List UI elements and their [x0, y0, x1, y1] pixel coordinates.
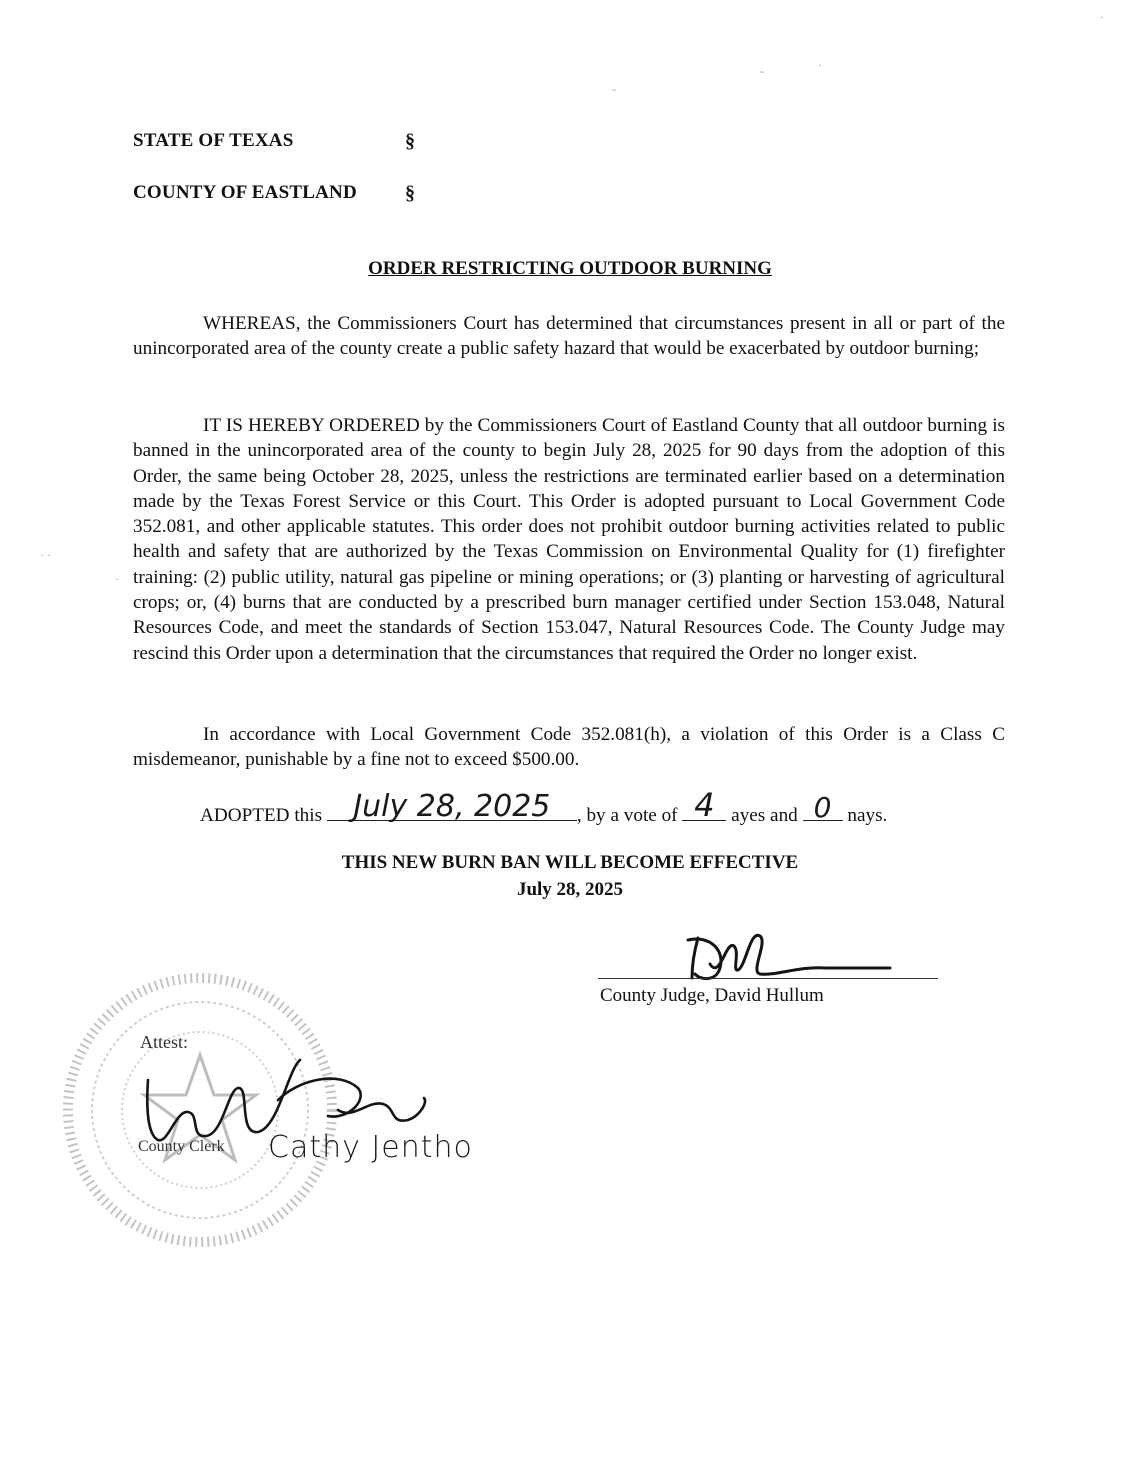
- clerk-handwritten-name: Cathy Jentho: [268, 1130, 473, 1165]
- nays-blank: [803, 791, 843, 824]
- section-symbol: §: [405, 130, 415, 152]
- county-caption: COUNTY OF EASTLAND: [133, 182, 357, 203]
- nays-label: nays.: [847, 805, 888, 826]
- effective-date: July 28, 2025: [516, 879, 624, 900]
- attest-label: Attest:: [140, 1032, 188, 1052]
- section-symbol: §: [405, 182, 415, 204]
- clerk-label: County Clerk: [138, 1138, 225, 1155]
- scan-speck: ·: [115, 572, 119, 586]
- vote-text: , by a vote of: [576, 805, 678, 826]
- judge-label: County Judge, David Hullum: [600, 985, 824, 1006]
- adoption-date-blank: [327, 789, 577, 824]
- scan-speck: ·: [1100, 10, 1104, 24]
- effective-notice: THIS NEW BURN BAN WILL BECOME EFFECTIVE: [341, 852, 799, 873]
- scan-speck: ·: [818, 58, 822, 72]
- whereas-paragraph: [133, 311, 1005, 362]
- whereas-text: WHEREAS, the Commissioners Court has determined that circumstances present in all or part of the unincorporated area of the county create a public safety hazard that would be exacerbated by outdoor burning;: [133, 313, 1005, 360]
- order-title: ORDER RESTRICTING OUTDOOR BURNING: [368, 258, 772, 279]
- violation-paragraph: [133, 722, 1005, 773]
- ayes-blank: [682, 786, 726, 824]
- violation-text: In accordance with Local Government Code 352.081(h), a violation of this Order is a Class C misdemeanor, punishable by a fine not to exceed $500.00.: [133, 724, 1005, 771]
- nays-count: 0: [813, 791, 832, 824]
- adoption-line: [200, 786, 888, 827]
- scan-speck: -: [760, 64, 764, 78]
- adopted-prefix: ADOPTED this: [200, 805, 323, 826]
- adoption-date-handwritten: July 28, 2025: [353, 789, 551, 824]
- scan-speck: -: [612, 82, 616, 96]
- ayes-count: 4: [694, 786, 715, 824]
- scan-speck: · ·: [40, 548, 51, 562]
- ordered-text: IT IS HEREBY ORDERED by the Commissioners Court of Eastland County that all outdoor burning is banned in the unincorporated area of the county to begin July 28, 2025 for 90 days from the adoption of this Order, the same being October 28, 2025, unless the restrictions are terminated earlier based on a determination made by the Texas Forest Service or this Court. This Order is adopted pursuant to Local Government Code 352.081, and other applicable statutes. This order does not prohibit outdoor burning activities related to public health and safety that are authorized by the Texas Commission on Environmental Quality for (1) firefighter training: (2) public utility, natural gas pipeline or mining operations; or (3) planting or harvesting of agricultural crops; or, (4) burns that are conducted by a prescribed burn manager certified under Section 153.048, Natural Resources Code, and meet the standards of Section 153.047, Natural Resources Code. The County Judge may rescind this Order upon a determination that the circumstances that required the Order no longer exist.: [133, 415, 1005, 664]
- ayes-label: ayes and: [731, 805, 798, 826]
- judge-signature-line: [598, 978, 938, 979]
- ordered-paragraph: [133, 413, 1005, 666]
- state-caption: STATE OF TEXAS: [133, 130, 294, 151]
